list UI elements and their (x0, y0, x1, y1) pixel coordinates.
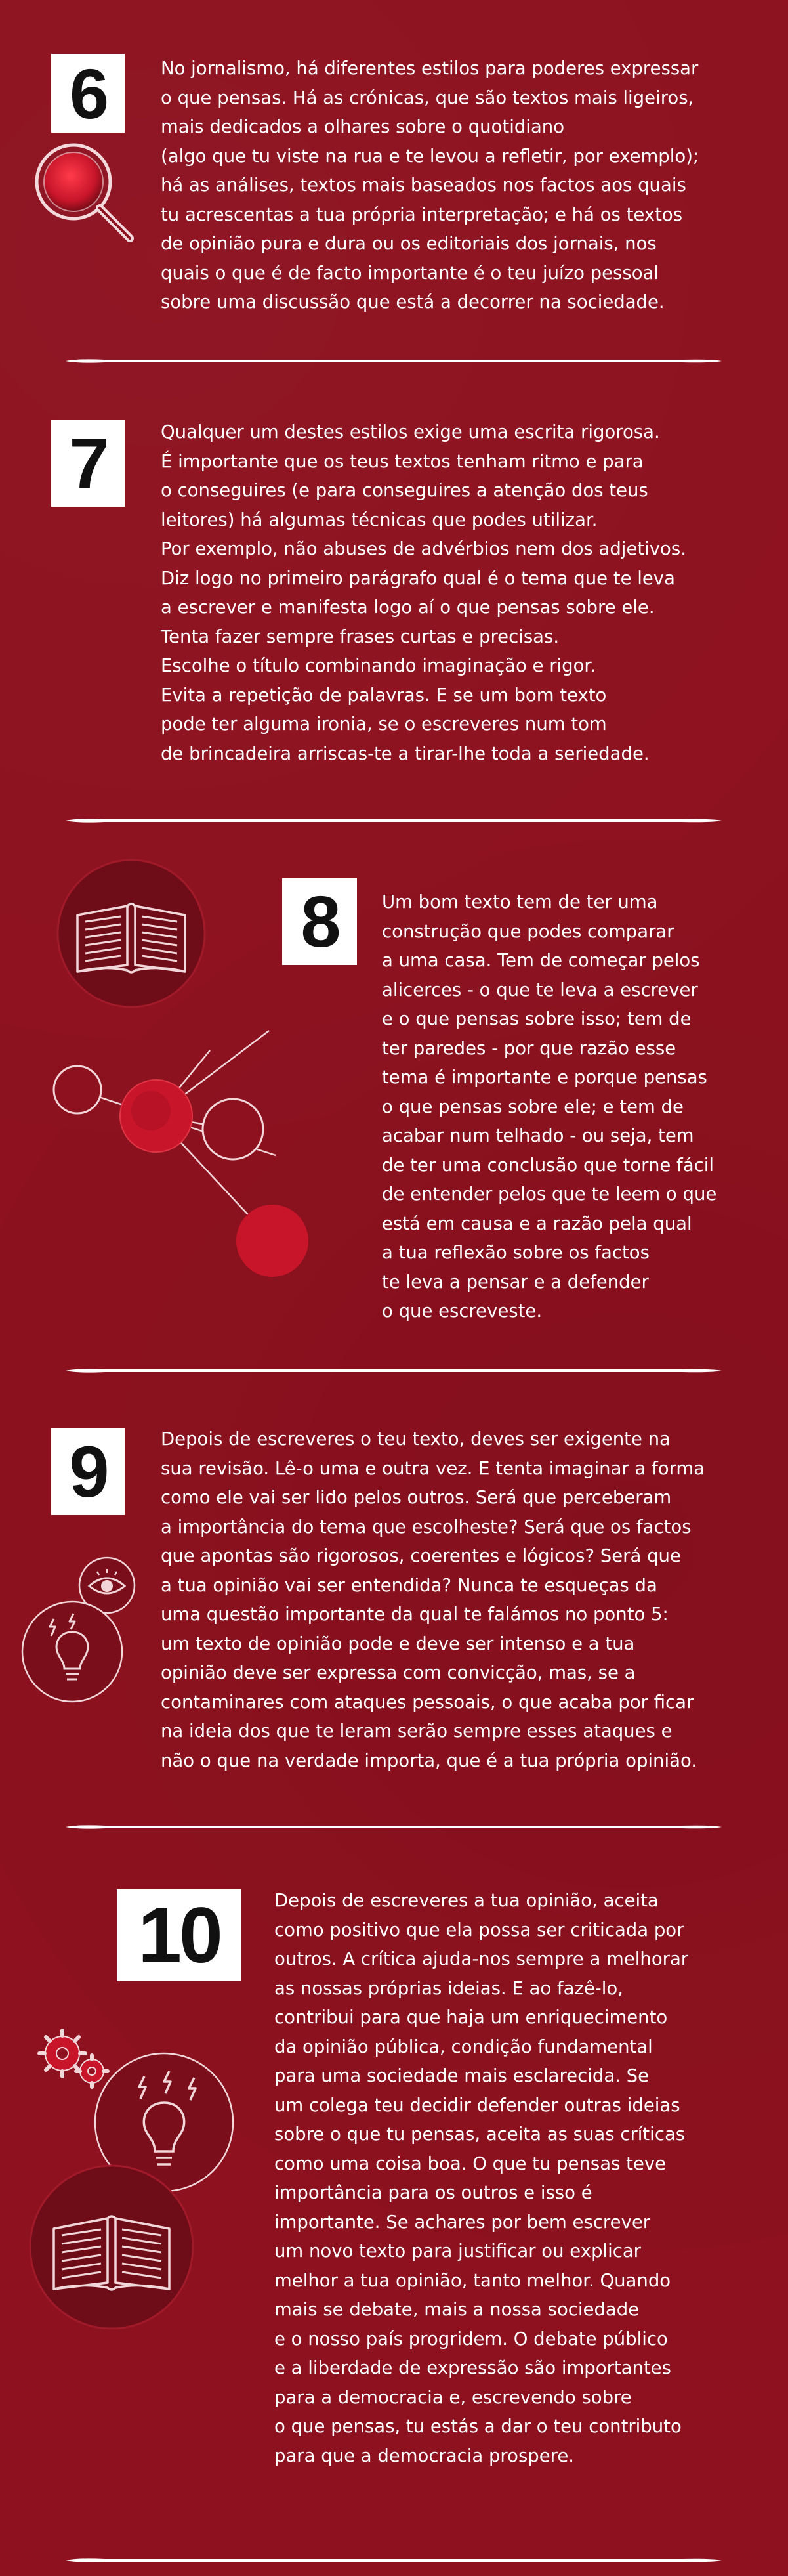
section-text (161, 1425, 705, 1775)
text-line: Depois de escreveres a tua opinião, aceita (274, 1890, 659, 1911)
text-line: o que escreveste. (382, 1300, 543, 1321)
text-line: e o que pensas sobre isso; tem de (382, 1008, 692, 1029)
text-line: a uma casa. Tem de começar pelos (382, 950, 700, 971)
section-text (274, 1886, 688, 2470)
text-line: para a democracia e, escrevendo sobre (274, 2386, 632, 2408)
section-number-label: 8 (301, 881, 339, 962)
text-line: contribui para que haja um enriquecimento (274, 2007, 668, 2028)
section-9 (0, 1377, 788, 1824)
section-divider (66, 1367, 722, 1374)
text-line: tu acrescentas a tua própria interpretação; e há os textos (161, 204, 683, 225)
section-number-label: 9 (69, 1431, 107, 1513)
text-line: quais o que é de facto importante é o teu juízo pessoal (161, 262, 659, 284)
section-number-10 (117, 1889, 241, 1981)
text-line: a tua reflexão sobre os factos (382, 1242, 650, 1263)
text-line: Um bom texto tem de ter uma (382, 891, 658, 912)
text-line: ter paredes - por que razão esse (382, 1037, 676, 1059)
text-line: sobre uma discussão que está a decorrer na sociedade. (161, 291, 665, 312)
text-line: as nossas próprias ideias. E ao fazê-lo, (274, 1977, 623, 1999)
text-line: e a liberdade de expressão são importantes (274, 2357, 671, 2378)
text-line: No jornalismo, há diferentes estilos para poderes expressar (161, 58, 699, 79)
text-line: um novo texto para justificar ou explicar (274, 2241, 641, 2262)
text-line: um texto de opinião pode e deve ser intenso e a tua (161, 1633, 635, 1654)
section-6 (0, 0, 788, 368)
section-number-9 (51, 1428, 125, 1515)
book-icon (52, 855, 210, 1012)
text-line: de entender pelos que te leem o que (382, 1184, 717, 1205)
lightbulb-icon (20, 1599, 125, 1704)
text-line: sua revisão. Lê-o uma e outra vez. E tenta imaginar a forma (161, 1457, 705, 1479)
text-line: melhor a tua opinião, tanto melhor. Quando (274, 2269, 671, 2291)
section-number-label: 7 (69, 423, 107, 504)
text-line: importante. Se achares por bem escrever (274, 2211, 651, 2233)
text-line: Evita a repetição de palavras. E se um bom texto (161, 684, 607, 706)
text-line: como uma coisa boa. O que tu pensas teve (274, 2153, 667, 2174)
text-line: Diz logo no primeiro parágrafo qual é o tema que te leva (161, 567, 675, 589)
text-line: (algo que tu viste na rua e te levou a refletir, por exemplo); (161, 145, 699, 167)
text-line: o que pensas sobre ele; e tem de (382, 1096, 684, 1117)
text-line: de opinião pura e dura ou os editoriais dos jornais, nos (161, 233, 657, 254)
text-line: outros. A crítica ajuda-nos sempre a melhorar (274, 1948, 689, 1969)
book-icon (26, 2162, 197, 2332)
section-text (382, 888, 716, 1326)
text-line: e o nosso país progridem. O debate público (274, 2328, 668, 2350)
section-text (161, 54, 699, 317)
text-line: uma questão importante da qual te falámos no ponto 5: (161, 1604, 669, 1625)
text-line: contaminares com ataques pessoais, o que acaba por ficar (161, 1691, 694, 1713)
text-line: na ideia dos que te leram serão sempre esses ataques e (161, 1721, 673, 1742)
text-line: não o que na verdade importa, que é a tua própria opinião. (161, 1750, 697, 1771)
section-number-label: 10 (138, 1891, 220, 1979)
text-line: mais se debate, mais a nossa sociedade (274, 2299, 640, 2320)
text-line: um colega teu decidir defender outras ideias (274, 2094, 680, 2116)
text-line: Depois de escreveres o teu texto, deves ser exigente na (161, 1428, 671, 1449)
text-line: alicerces - o que te leva a escrever (382, 979, 698, 1000)
text-line: está em causa e a razão pela qual (382, 1213, 692, 1234)
text-line: de brincadeira arriscas-te a tirar-lhe toda a seriedade. (161, 742, 650, 764)
text-line: o que pensas, tu estás a dar o teu contributo (274, 2416, 682, 2437)
magnifier-icon (26, 135, 144, 253)
section-number-7 (51, 420, 125, 507)
section-divider (66, 2557, 722, 2564)
section-10 (0, 1834, 788, 2576)
text-line: sobre o que tu pensas, aceita as suas críticas (274, 2124, 686, 2145)
network-icon (46, 1011, 321, 1300)
text-line: há as análises, textos mais baseados nos factos aos quais (161, 175, 686, 196)
text-line: de ter uma conclusão que torne fácil (382, 1154, 714, 1176)
section-number-8 (282, 878, 357, 965)
text-line: É importante que os teus textos tenham ritmo e para (161, 450, 644, 472)
text-line: pode ter alguma ironia, se o escreveres num tom (161, 714, 607, 735)
section-number-label: 6 (69, 53, 107, 133)
text-line: como positivo que ela possa ser criticada por (274, 1919, 684, 1941)
text-line: o conseguires (e para conseguires a atenção dos teus (161, 480, 648, 501)
section-8 (0, 827, 788, 1372)
text-line: o que pensas. Há as crónicas, que são textos mais ligeiros, (161, 87, 694, 108)
section-number-6 (51, 54, 125, 133)
text-line: a escrever e manifesta logo aí o que pensas sobre ele. (161, 597, 655, 618)
text-line: como ele vai ser lido pelos outros. Será que perceberam (161, 1487, 672, 1508)
text-line: te leva a pensar e a defender (382, 1271, 649, 1293)
text-line: para que a democracia prospere. (274, 2445, 575, 2466)
text-line: que apontas são rigorosos, coerentes e lógicos? Será que (161, 1545, 681, 1566)
section-text (161, 418, 686, 768)
text-line: Escolhe o título combinando imaginação e rigor. (161, 655, 596, 676)
text-line: importância para os outros e isso é (274, 2182, 592, 2203)
text-line: para uma sociedade mais esclarecida. Se (274, 2065, 650, 2086)
section-7 (0, 368, 788, 827)
section-divider (66, 358, 722, 364)
text-line: da opinião pública, condição fundamental (274, 2036, 653, 2057)
text-line: Qualquer um destes estilos exige uma escrita rigorosa. (161, 421, 660, 442)
section-divider (66, 817, 722, 824)
section-divider (66, 1824, 722, 1830)
text-line: opinião deve ser expressa com convicção, mas, se a (161, 1662, 636, 1683)
text-line: tema é importante e porque pensas (382, 1067, 707, 1088)
text-line: acabar num telhado - ou seja, tem (382, 1125, 694, 1146)
text-line: leitores) há algumas técnicas que podes utilizar. (161, 509, 598, 530)
text-line: a tua opinião vai ser entendida? Nunca te esqueças da (161, 1574, 657, 1596)
text-line: Tenta fazer sempre frases curtas e precisas. (161, 626, 560, 647)
text-line: a importância do tema que escolheste? Será que os factos (161, 1516, 692, 1537)
text-line: Por exemplo, não abuses de advérbios nem dos adjetivos. (161, 538, 686, 559)
text-line: construção que podes comparar (382, 920, 674, 942)
text-line: mais dedicados a olhares sobre o quotidiano (161, 116, 565, 137)
